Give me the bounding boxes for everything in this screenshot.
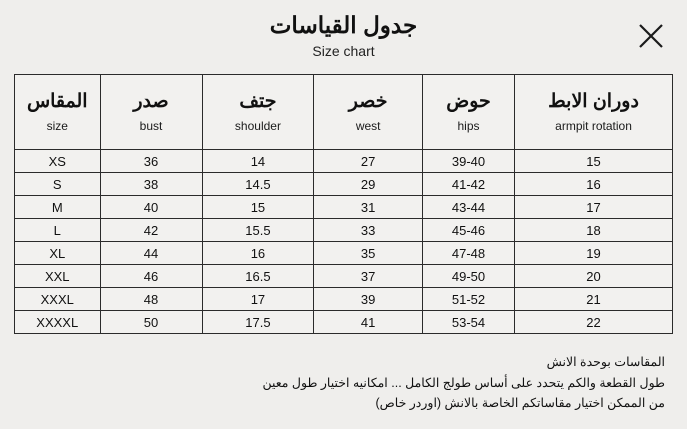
cell-hips: 45-46 (422, 219, 514, 242)
cell-bust: 40 (100, 196, 202, 219)
column-header-bust-ar: صدر (133, 90, 169, 112)
cell-armpit-rotation: 16 (515, 173, 673, 196)
cell-armpit-rotation: 22 (515, 311, 673, 334)
cell-size: XS (15, 150, 101, 173)
cell-armpit-rotation: 17 (515, 196, 673, 219)
column-header-shoulder-ar: جتف (239, 90, 277, 112)
cell-hips: 47-48 (422, 242, 514, 265)
column-header-shoulder (202, 75, 314, 150)
column-header-hips-ar: حوض (446, 90, 491, 112)
page-title-arabic: جدول القياسات (269, 12, 418, 38)
cell-shoulder: 17.5 (202, 311, 314, 334)
page-title-english: Size chart (312, 43, 375, 59)
column-header-armpit-rotation-ar: دوران الابط (548, 90, 639, 112)
column-header-size (15, 75, 101, 150)
note-item: من الممكن اختيار مقاساتكم الخاصة بالانش (اوردر خاص) (375, 396, 665, 411)
column-header-size-en: size (46, 119, 68, 134)
cell-size: XXXXL (15, 311, 101, 334)
cell-size: XXXL (15, 288, 101, 311)
cell-armpit-rotation: 20 (515, 265, 673, 288)
cell-shoulder: 16 (202, 242, 314, 265)
table-header-row (15, 75, 673, 150)
column-header-hips (422, 75, 514, 150)
cell-west: 37 (314, 265, 423, 288)
cell-size: XXL (15, 265, 101, 288)
cell-west: 41 (314, 311, 423, 334)
cell-size: S (15, 173, 101, 196)
note-item: المقاسات بوحدة الانش (546, 355, 665, 369)
cell-bust: 36 (100, 150, 202, 173)
cell-west: 33 (314, 219, 423, 242)
cell-hips: 41-42 (422, 173, 514, 196)
cell-size: L (15, 219, 101, 242)
cell-armpit-rotation: 18 (515, 219, 673, 242)
cell-bust: 38 (100, 173, 202, 196)
notes-list (14, 352, 673, 414)
close-icon[interactable] (637, 22, 665, 50)
note-item: طول القطعة والكم يتحدد على أساس طولج الكامل ... امكانيه اختيار طول معين (262, 375, 665, 390)
table-row (15, 242, 673, 265)
cell-shoulder: 17 (202, 288, 314, 311)
cell-hips: 51-52 (422, 288, 514, 311)
size-chart-table-wrapper (14, 74, 673, 334)
cell-shoulder: 14 (202, 150, 314, 173)
column-header-hips-en: hips (457, 119, 480, 134)
cell-size: M (15, 196, 101, 219)
cell-hips: 43-44 (422, 196, 514, 219)
cell-armpit-rotation: 15 (515, 150, 673, 173)
cell-bust: 42 (100, 219, 202, 242)
column-header-west (314, 75, 423, 150)
cell-bust: 46 (100, 265, 202, 288)
cell-west: 29 (314, 173, 423, 196)
cell-shoulder: 16.5 (202, 265, 314, 288)
cell-west: 31 (314, 196, 423, 219)
cell-bust: 50 (100, 311, 202, 334)
cell-size: XL (15, 242, 101, 265)
column-header-armpit-rotation (515, 75, 673, 150)
cell-hips: 53-54 (422, 311, 514, 334)
table-row (15, 219, 673, 242)
cell-shoulder: 15 (202, 196, 314, 219)
column-header-west-en: west (355, 119, 381, 134)
cell-armpit-rotation: 21 (515, 288, 673, 311)
table-row (15, 265, 673, 288)
table-row (15, 288, 673, 311)
column-header-bust-en: bust (139, 119, 163, 134)
cell-armpit-rotation: 19 (515, 242, 673, 265)
cell-bust: 44 (100, 242, 202, 265)
cell-west: 35 (314, 242, 423, 265)
table-row (15, 196, 673, 219)
cell-west: 27 (314, 150, 423, 173)
cell-hips: 39-40 (422, 150, 514, 173)
table-row (15, 311, 673, 334)
cell-bust: 48 (100, 288, 202, 311)
column-header-armpit-rotation-en: armpit rotation (555, 119, 632, 134)
cell-shoulder: 14.5 (202, 173, 314, 196)
cell-shoulder: 15.5 (202, 219, 314, 242)
column-header-west-ar: خصر (348, 90, 388, 112)
column-header-bust (100, 75, 202, 150)
column-header-size-ar: المقاس (26, 90, 88, 112)
table-row (15, 150, 673, 173)
cell-hips: 49-50 (422, 265, 514, 288)
cell-west: 39 (314, 288, 423, 311)
size-chart-table (14, 74, 673, 334)
table-row (15, 173, 673, 196)
column-header-shoulder-en: shoulder (234, 119, 281, 134)
